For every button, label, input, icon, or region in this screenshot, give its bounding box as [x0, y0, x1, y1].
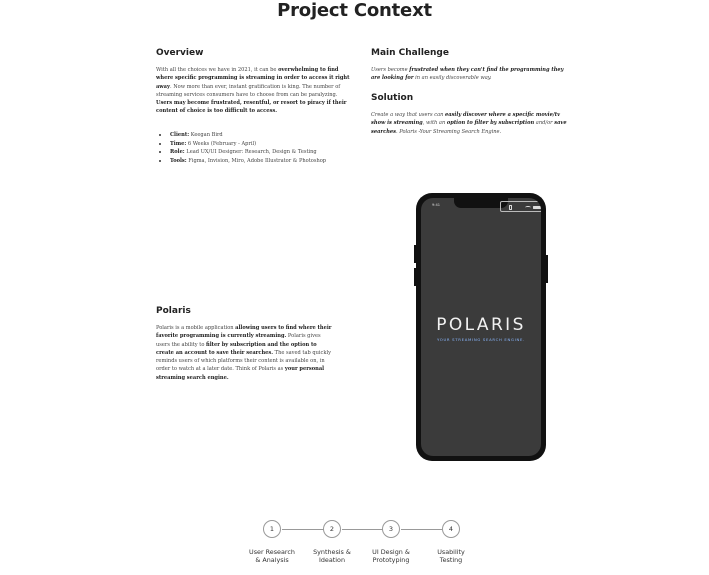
detail-client: [156, 131, 356, 140]
solution-text-3: and/or: [534, 120, 555, 127]
solution-text-1: Create a way that users can: [371, 112, 446, 118]
challenge-text-1: Users become: [371, 67, 410, 73]
solution-bold-3: save searches: [371, 120, 567, 135]
challenge-bold-1: frustrated when they can't find the programming they are looking for: [371, 67, 564, 82]
polaris-bold-2: filter by subscription and the option to create an account to save their searches.: [156, 341, 317, 356]
page-title: Project Context: [277, 0, 432, 21]
main-challenge-paragraph: [371, 66, 569, 83]
step-label-line: UI Design &: [372, 548, 410, 556]
detail-label: Role:: [170, 149, 185, 155]
detail-tools: [156, 157, 356, 166]
polaris-text-1: Polaris is a mobile application: [156, 325, 236, 331]
step-4-label: [416, 548, 486, 564]
phone-side-button-right: [546, 255, 548, 283]
wifi-icon: [525, 206, 531, 209]
overview-paragraph: [156, 66, 351, 116]
step-4-circle: 4: [442, 520, 460, 538]
step-label-line: Synthesis &: [313, 548, 351, 556]
detail-role: [156, 148, 356, 157]
solution-heading: Solution: [371, 93, 414, 103]
solution-bold-2: option to filter by subscription: [446, 120, 535, 127]
step-label-line: User Research: [249, 548, 295, 556]
polaris-text-2: Polaris gives users the ability to: [156, 333, 321, 348]
polaris-heading: Polaris: [156, 306, 191, 316]
step-label-line: Testing: [439, 556, 463, 564]
overview-bold-2: Users may become frustrated, resentful, or resort to piracy if their content of choice is too difficult to access.: [156, 100, 347, 115]
solution-bold-1: easily discover where a specific movie/tv show is streaming: [371, 112, 561, 127]
phone-mockup: [416, 193, 546, 461]
detail-label: Client:: [170, 132, 190, 138]
step-1-circle: 1: [263, 520, 281, 538]
solution-text-2: , with an: [422, 120, 447, 127]
challenge-text-2: in an easily discoverable way.: [413, 75, 492, 82]
overview-text-1: With all the choices we have in 2021, it can be: [156, 67, 279, 73]
phone-screen: [421, 198, 541, 456]
overview-heading: Overview: [156, 48, 204, 58]
detail-value: 6 Weeks (February - April): [186, 140, 257, 147]
polaris-paragraph: [156, 324, 332, 382]
detail-time: [156, 140, 356, 149]
step-label-line: Prototyping: [372, 556, 410, 564]
solution-text-4: . Polaris -Your Streaming Search Engine.: [396, 128, 502, 135]
detail-label: Tools:: [170, 157, 187, 164]
step-connector-1: [282, 529, 324, 530]
overview-text-2: . Now more than ever, instant gratification is king. The number of streaming services consumers have to choose from can be paralyzing.: [156, 83, 341, 98]
status-time: 9:41: [432, 203, 441, 207]
step-connector-2: [342, 529, 383, 530]
detail-label: Time:: [170, 140, 187, 147]
polaris-bold-1: allowing users to find where their favorite programming is currently streaming.: [156, 325, 332, 340]
step-connector-3: [401, 529, 442, 530]
detail-value: Figma, Invision, Miro, Adobe Illustrator & Photoshop: [186, 157, 327, 164]
step-label-line: & Analysis: [255, 556, 289, 564]
detail-value: Lead UX/UI Designer: Research, Design & Testing: [184, 149, 317, 155]
battery-icon: [533, 206, 541, 210]
detail-value: Keegan Bird: [189, 132, 223, 138]
step-3-circle: 3: [382, 520, 400, 538]
status-icons: [500, 201, 541, 212]
polaris-text-3: The saved tab quickly reminds users of which platforms their content is available on, in order to watch at a later date. Think of Polaris as: [156, 349, 331, 373]
polaris-bold-3: your personal streaming search engine.: [156, 366, 325, 381]
solution-paragraph: [371, 111, 569, 136]
project-details-list: [156, 131, 356, 165]
polaris-tagline: YOUR STREAMING SEARCH ENGINE.: [436, 337, 526, 342]
main-challenge-heading: Main Challenge: [371, 48, 449, 58]
step-label-line: Ideation: [318, 556, 346, 564]
signal-icon: [509, 205, 512, 210]
step-label-line: Usability: [437, 548, 465, 556]
step-2-circle: 2: [323, 520, 341, 538]
polaris-logo: POLARIS: [436, 315, 526, 335]
overview-bold-1: overwhelming to find where specific programming is streaming in order to access it right away: [156, 67, 350, 90]
